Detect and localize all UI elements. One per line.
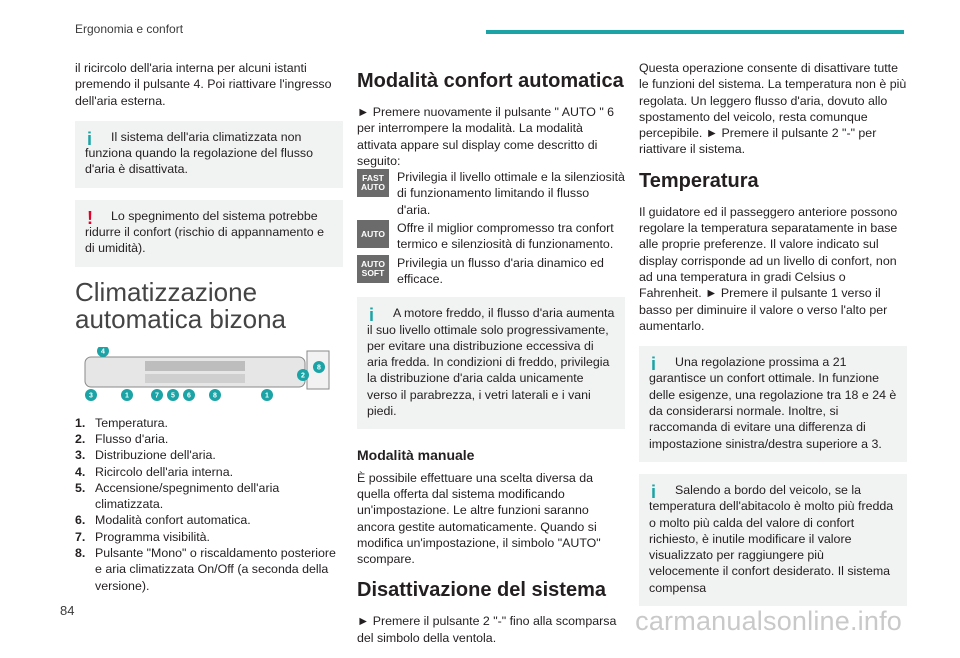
heading-temperature: Temperatura	[639, 169, 759, 192]
page-number: 84	[60, 603, 75, 618]
callout-6-label: 6	[187, 392, 191, 400]
callout-1b-label: 1	[265, 392, 269, 400]
list-item: 6. Modalità confort automatica.	[75, 513, 251, 528]
callout-4-label: 4	[101, 348, 105, 356]
list-item: 5. Accensione/spegnimento dell'aria climatizzata.	[75, 480, 280, 512]
callout-8b-label: 8	[317, 364, 321, 372]
warning-note-text: Lo spegnimento del sistema potrebbe ridurre il confort (rischio di appannamento e di umidità).	[85, 208, 324, 256]
info-icon: i	[87, 128, 93, 149]
mode-description: Offre il miglior compromesso tra confort termico e silenziosità di funzionamento.	[397, 221, 614, 252]
list-item: 1. Temperatura.	[75, 415, 168, 430]
info-note-text: Una regolazione prossima a 21 garantisce un confort ottimale. In funzione delle esigenze, una regolazione tra 18 e 24 è da considerarsi normale. Inoltre, si raccomanda di evitare una differenza di impostazione sinistra/destra superiore a 3.	[649, 355, 897, 451]
temperature-paragraph: Il guidatore ed il passeggero anteriore possono regolare la temperatura separatamente in base alle proprie preferenze. Il valore indicato sul display corrisponde ad un livello di confort, non ad una temperatura in gradi Celsius o Fahrenheit. ► Premere il pulsante 1 verso il basso per diminuire il valore o verso l'alto per aumentarlo.	[639, 204, 898, 333]
info-note-text: Salendo a bordo del veicolo, se la temperatura dell'abitacolo è molto più fredda o molto più calda del valore di confort richiesto, è inutile modificare il valore visualizzato per raggiungere più velocemente il confort desiderato. Il sistema compensa	[649, 482, 894, 595]
info-note-text: A motore freddo, il flusso d'aria aumenta il suo livello ottimale solo progressivamente, per evitare una distribuzione eccessiva di aria fredda. In condizioni di freddo, privilegia la distribuzione d'aria calda unicamente verso il parabrezza, i vetri laterali e i vani piedi.	[367, 306, 615, 419]
mode-row	[357, 255, 625, 288]
column-1	[75, 60, 343, 594]
intro-paragraph: il ricircolo dell'aria interna per alcuni istanti premendo il pulsante 4. Poi riattivare l'ingresso dell'aria esterna.	[75, 61, 332, 108]
callout-7-label: 7	[155, 392, 159, 400]
column-2	[357, 60, 625, 658]
running-header: Ergonomia e confort	[75, 22, 184, 36]
list-item: 3. Distribuzione dell'aria.	[75, 448, 216, 463]
deactivation-paragraph: ► Premere il pulsante 2 "-" fino alla scomparsa del simbolo della ventola.	[357, 614, 617, 645]
callout-2-label: 2	[301, 372, 305, 380]
manual-mode-paragraph: È possibile effettuare una scelta diversa da quella offerta dal sistema modificando un'impostazione. Le altre funzioni saranno ancora gestite automaticamente. Quando si modifica un'impostazione, il simbolo "AUTO" scompare.	[357, 470, 601, 567]
deactivation-cont-paragraph: Questa operazione consente di disattivare tutte le funzioni del sistema. La temperatura non è più regolata. Un leggero flusso d'aria, dovuto allo spostamento del veicolo, resta comunque percepibile. ► Premere il pulsante 2 "-" per riattivare il sistema.	[639, 61, 907, 157]
info-note	[639, 474, 907, 606]
section-title: Climatizzazione automatica bizona	[75, 276, 287, 334]
mode-row	[357, 169, 625, 218]
mode-row	[357, 220, 625, 253]
callout-8a-label: 8	[213, 392, 217, 400]
heading-deactivation: Disattivazione del sistema	[357, 579, 606, 602]
column-3	[639, 60, 907, 618]
warning-note	[75, 200, 343, 267]
callout-5-label: 5	[171, 392, 175, 400]
info-note	[75, 121, 343, 188]
fast-auto-badge: FAST AUTO	[357, 169, 389, 197]
list-item: 8. Pulsante "Mono" o riscaldamento posteriore e aria climatizzata On/Off (a seconda della versione).	[75, 546, 336, 593]
callout-1a-label: 1	[125, 392, 129, 400]
mode-description: Privilegia il livello ottimale e la silenziosità di funzionamento limitando il flusso d'aria.	[397, 170, 625, 217]
list-item: 2. Flusso d'aria.	[75, 431, 169, 446]
auto-soft-badge: AUTO SOFT	[357, 255, 389, 283]
warning-icon: !	[87, 207, 93, 228]
list-item: 7. Programma visibilità.	[75, 529, 210, 544]
heading-auto-mode: Modalità confort automatica	[357, 70, 624, 92]
info-icon: i	[651, 354, 657, 375]
header-accent-bar	[486, 30, 904, 34]
info-note	[639, 346, 907, 462]
control-panel-illustration	[75, 347, 343, 403]
info-icon: i	[651, 481, 657, 502]
list-item: 4. Ricircolo dell'aria interna.	[75, 464, 234, 479]
legend-list	[75, 415, 343, 594]
info-icon: i	[369, 305, 375, 326]
auto-badge: AUTO	[357, 220, 389, 248]
info-note	[357, 297, 625, 429]
mode-description: Privilegia un flusso d'aria dinamico ed efficace.	[397, 255, 604, 286]
auto-mode-paragraph: ► Premere nuovamente il pulsante " AUTO " 6 per interrompere la modalità. La modalità attivata appare sul display come descritto di seguito:	[357, 105, 615, 168]
heading-manual-mode: Modalità manuale	[357, 447, 475, 464]
callout-3-label: 3	[89, 392, 93, 400]
watermark: carmanualsonline.info	[635, 606, 902, 636]
info-note-text: Il sistema dell'aria climatizzata non funziona quando la regolazione del flusso d'aria è disattivata.	[85, 129, 314, 177]
